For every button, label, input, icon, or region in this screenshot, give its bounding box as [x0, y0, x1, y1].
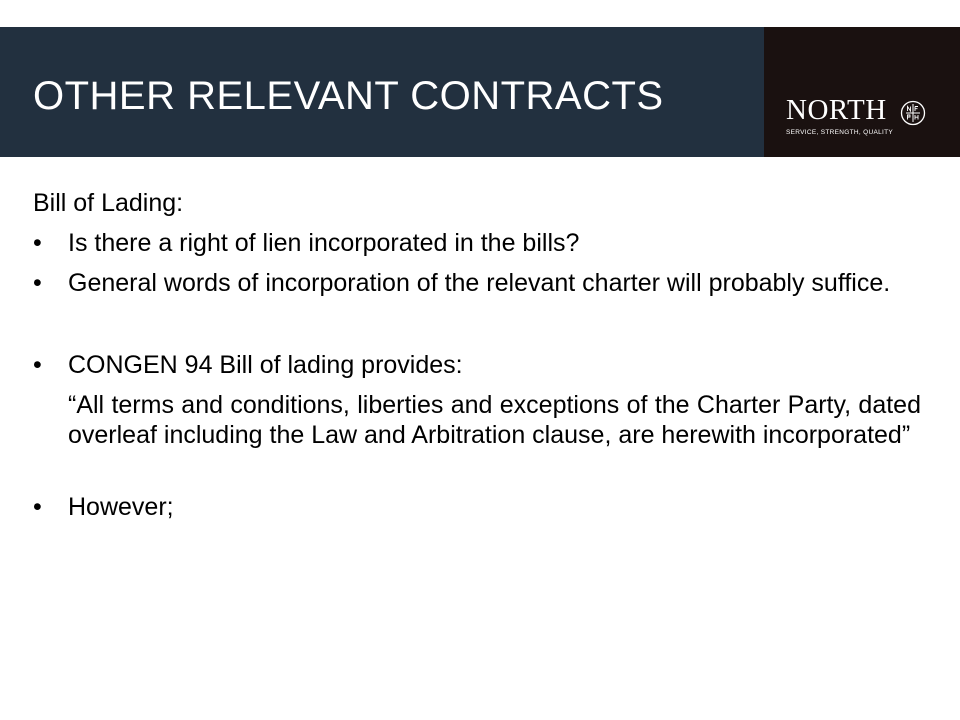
logo-wordmark: NORTH: [786, 94, 887, 126]
spacer: [33, 308, 921, 350]
section-heading: Bill of Lading:: [33, 189, 184, 217]
logo-panel: [764, 27, 960, 157]
slide-title: OTHER RELEVANT CONTRACTS: [33, 74, 664, 118]
bullet-icon: •: [33, 351, 42, 379]
bullet-text: However;: [68, 493, 174, 521]
spacer: [33, 450, 921, 492]
quoted-clause: “All terms and conditions, liberties and exceptions of the Charter Party, dated overleaf including the Law and Arbitration clause, are herewith incorporated”: [68, 391, 921, 449]
bullet-text: Is there a right of lien incorporated in the bills?: [68, 229, 580, 257]
bullet-text: General words of incorporation of the relevant charter will probably suffice.: [68, 269, 891, 297]
logo-tagline: SERVICE, STRENGTH, QUALITY: [786, 129, 894, 136]
bullet-item: [33, 350, 921, 380]
bullet-item: [33, 228, 921, 258]
north-emblem-icon: [900, 100, 926, 126]
bullet-icon: •: [33, 269, 42, 297]
bullet-icon: •: [33, 493, 42, 521]
slide-body: [33, 188, 921, 532]
bullet-icon: •: [33, 229, 42, 257]
bullet-item: [33, 492, 921, 522]
bullet-item: [33, 268, 921, 298]
bullet-text: CONGEN 94 Bill of lading provides:: [68, 351, 463, 379]
